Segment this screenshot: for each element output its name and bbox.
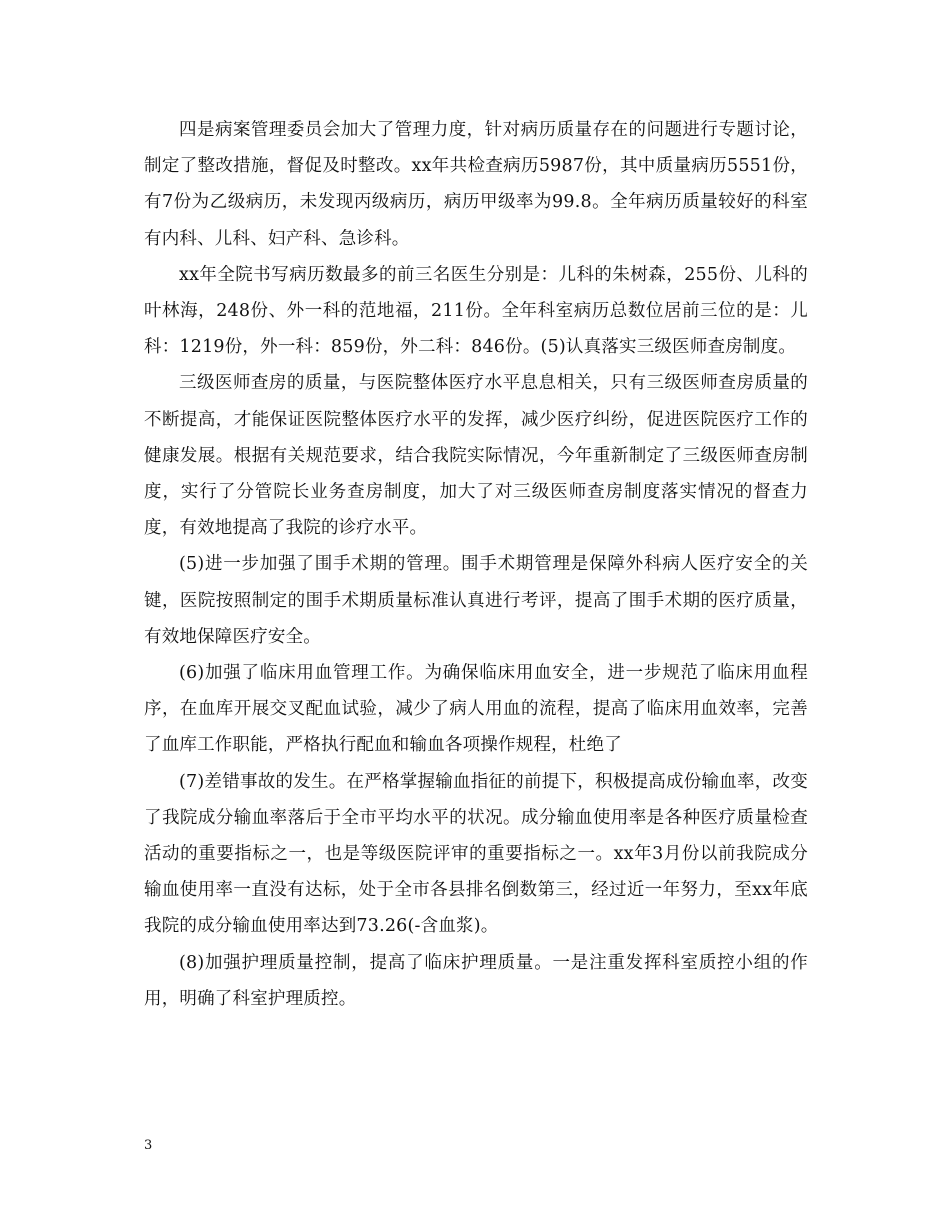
paragraph-2: xx年全院书写病历数最多的前三名医生分别是：儿科的朱树森，255份、儿科的叶林海，248份、外一科的范地福，211份。全年科室病历总数位居前三位的是：儿科：1219份，外一科：859份，外二科：846份。(5)认真落实三级医师查房制度。 (144, 264, 808, 358)
paragraph-7: (8)加强护理质量控制，提高了临床护理质量。一是注重发挥科室质控小组的作用，明确了科室护理质控。 (144, 952, 808, 1009)
body-text (144, 112, 808, 1017)
paragraph-1: 四是病案管理委员会加大了管理力度，针对病历质量存在的问题进行专题讨论，制定了整改措施，督促及时整改。xx年共检查病历5987份，其中质量病历5551份，有7份为乙级病历，未发现丙级病历，病历甲级率为99.8。全年病历质量较好的科室有内科、儿科、妇产科、急诊科。 (144, 120, 808, 249)
paragraph-4: (5)进一步加强了围手术期的管理。围手术期管理是保障外科病人医疗安全的关键，医院按照制定的围手术期质量标准认真进行考评，提高了围手术期的医疗质量，有效地保障医疗安全。 (144, 554, 808, 647)
page-number: 3 (144, 1138, 153, 1153)
paragraph-6: (7)差错事故的发生。在严格掌握输血指征的前提下，积极提高成份输血率，改变了我院成分输血率落后于全市平均水平的状况。成分输血使用率是各种医疗质量检查活动的重要指标之一，也是等级医院评审的重要指标之一。xx年3月份以前我院成分输血使用率一直没有达标，处于全市各县排名倒数第三，经过近一年努力，至xx年底我院的成分输血使用率达到73.26(-含血浆)。 (144, 771, 808, 937)
paragraph-5: (6)加强了临床用血管理工作。为确保临床用血安全，进一步规范了临床用血程序，在血库开展交叉配血试验，减少了病人用血的流程，提高了临床用血效率，完善了血库工作职能，严格执行配血和输血各项操作规程，杜绝了 (144, 663, 808, 756)
paragraph-3: 三级医师查房的质量，与医院整体医疗水平息息相关，只有三级医师查房质量的不断提高，才能保证医院整体医疗水平的发挥，减少医疗纠纷，促进医院医疗工作的健康发展。根据有关规范要求，结合我院实际情况，今年重新制定了三级医师查房制度，实行了分管院长业务查房制度，加大了对三级医师查房制度落实情况的督查力度，有效地提高了我院的诊疗水平。 (144, 373, 808, 539)
